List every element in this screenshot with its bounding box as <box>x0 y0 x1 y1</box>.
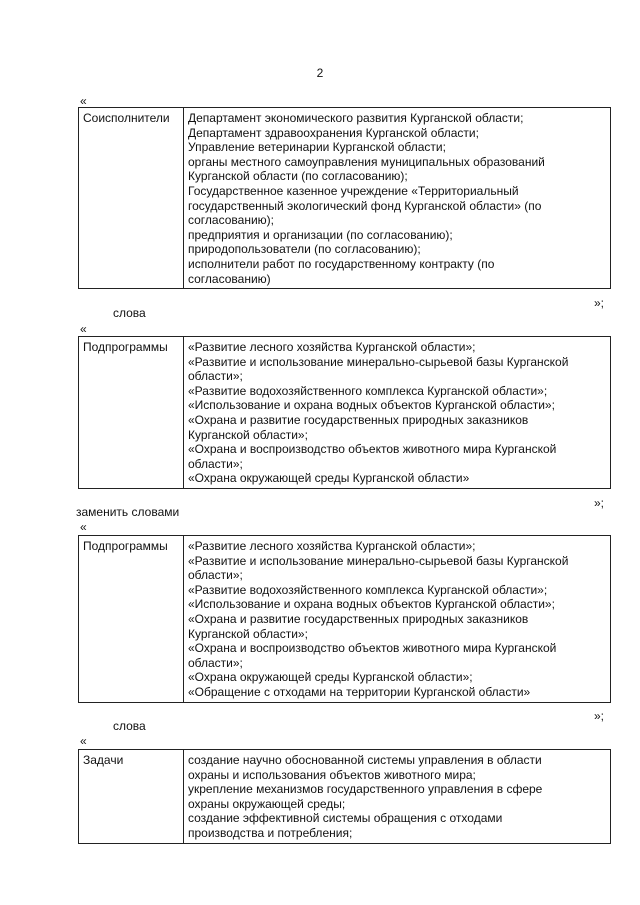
close-mark-3: »; <box>594 709 605 723</box>
replace-label: заменить словами <box>76 505 180 519</box>
open-quote-4: « <box>80 734 87 748</box>
close-mark-2: »; <box>594 496 605 510</box>
content-line: области»; <box>188 456 243 471</box>
content-line: «Использование и охрана водных объектов Курганской области»; <box>188 597 555 612</box>
content-line: создание эффективной системы обращения с отходами <box>188 811 503 826</box>
content-line: «Охрана окружающей среды Курганской области» <box>188 471 470 486</box>
content-line: «Охрана и развитие государственных природных заказников <box>188 611 529 626</box>
content-line: создание научно обоснованной системы управления в области <box>188 753 542 767</box>
content-line: согласованию) <box>188 271 271 286</box>
content-line: органы местного самоуправления муниципальных образований <box>188 154 545 169</box>
content-line: Управление ветеринарии Курганской области; <box>188 140 446 155</box>
table-content-coexecutors <box>184 108 611 289</box>
content-line: Курганской области (по согласованию); <box>188 169 408 184</box>
content-line: «Охрана и развитие государственных природных заказников <box>188 412 529 427</box>
content-line: Департамент здравоохранения Курганской области; <box>188 125 479 140</box>
content-line: «Развитие лесного хозяйства Курганской области»; <box>188 539 476 553</box>
content-line: «Охрана окружающей среды Курганской области»; <box>188 670 473 685</box>
table-coexecutors <box>78 107 611 289</box>
content-line: производства и потребления; <box>188 825 353 840</box>
table-label-subprograms: Подпрограммы <box>79 337 184 489</box>
content-line: государственный экологический фонд Курганской области» (по <box>188 198 542 213</box>
content-line: «Развитие лесного хозяйства Курганской области»; <box>188 340 476 354</box>
page-number: 2 <box>316 66 324 80</box>
content-line: Курганской области»; <box>188 626 308 641</box>
table-subprograms-new <box>78 535 611 703</box>
content-line: области»; <box>188 568 243 583</box>
close-mark-1: »; <box>594 296 605 310</box>
content-line: охраны окружающей среды; <box>188 796 346 811</box>
content-line: предприятия и организации (по согласованию); <box>188 227 453 242</box>
content-line: «Развитие водохозяйственного комплекса Курганской области»; <box>188 383 548 398</box>
content-line: области»; <box>188 655 243 670</box>
content-line: согласованию); <box>188 213 274 228</box>
content-line: Государственное казенное учреждение «Территориальный <box>188 183 519 198</box>
content-line: «Охрана и воспроизводство объектов животного мира Курганской <box>188 442 557 457</box>
content-line: «Охрана и воспроизводство объектов животного мира Курганской <box>188 641 557 656</box>
content-line: «Развитие и использование минерально-сырьевой базы Курганской <box>188 354 569 369</box>
content-line: природопользователи (по согласованию); <box>188 242 421 257</box>
words-label-2: слова <box>113 719 146 733</box>
table-label-subprograms: Подпрограммы <box>79 536 184 703</box>
content-line: исполнители работ по государственному контракту (по <box>188 256 495 271</box>
words-label-1: слова <box>113 306 146 320</box>
content-line: «Развитие водохозяйственного комплекса Курганской области»; <box>188 582 548 597</box>
table-content-subprograms-old <box>184 337 611 489</box>
content-line: охраны и использования объектов животного мира; <box>188 767 476 782</box>
content-line: «Обращение с отходами на территории Курганской области» <box>188 684 531 699</box>
table-subprograms-old <box>78 336 611 489</box>
open-quote-2: « <box>80 322 87 336</box>
table-tasks <box>78 749 611 844</box>
content-line: «Развитие и использование минерально-сырьевой базы Курганской <box>188 553 569 568</box>
table-label-coexecutors: Соисполнители <box>79 108 184 289</box>
content-line: укрепление механизмов государственного управления в сфере <box>188 782 543 797</box>
table-label-tasks: Задачи <box>79 750 184 844</box>
table-content-subprograms-new <box>184 536 611 703</box>
content-line: области»; <box>188 369 243 384</box>
content-line: Департамент экономического развития Курганской области; <box>188 111 524 125</box>
content-line: «Использование и охрана водных объектов Курганской области»; <box>188 398 555 413</box>
content-line: Курганской области»; <box>188 427 308 442</box>
open-quote-1: « <box>80 94 87 108</box>
table-content-tasks <box>184 750 611 844</box>
open-quote-3: « <box>80 520 87 534</box>
